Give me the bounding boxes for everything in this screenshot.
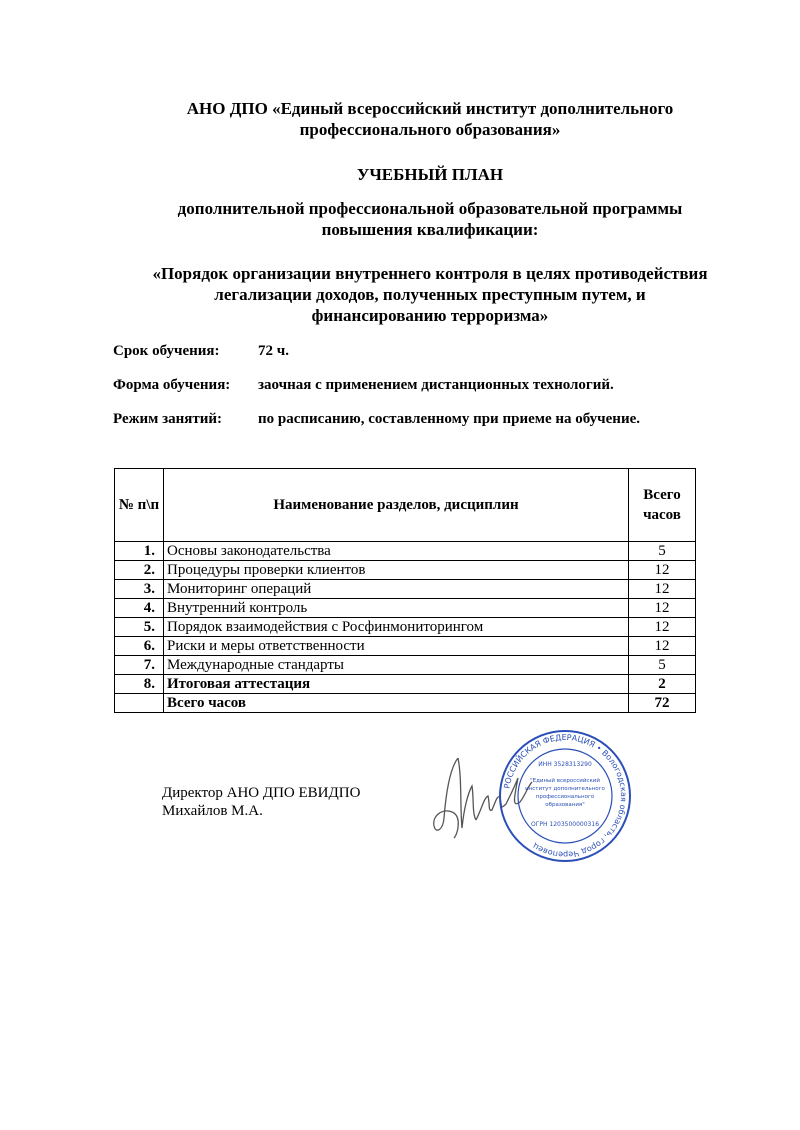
signatory-position: Директор АНО ДПО ЕВИДПО [162, 785, 361, 801]
table-row [115, 637, 696, 656]
program-line-2: повышения квалификации: [321, 220, 539, 239]
row-discipline: Процедуры проверки клиентов [164, 561, 629, 580]
table-row [115, 618, 696, 637]
total-empty-cell [115, 694, 164, 713]
row-discipline: Внутренний контроль [164, 599, 629, 618]
document-title: УЧЕБНЫЙ ПЛАН [356, 165, 504, 184]
course-line-3: финансированию терроризма» [311, 306, 549, 325]
row-discipline: Итоговая аттестация [164, 675, 629, 694]
row-discipline: Основы законодательства [164, 542, 629, 561]
svg-text:профессионального: профессионального [535, 794, 595, 800]
info-value: по расписанию, составленному при приеме на обучение. [258, 411, 640, 427]
info-label: Срок обучения: [113, 343, 220, 359]
info-value: 72 ч. [258, 343, 289, 359]
total-label: Всего часов [164, 694, 629, 713]
table-row [115, 542, 696, 561]
org-line-2: профессионального образования» [299, 120, 561, 139]
total-hours: 72 [629, 694, 696, 713]
svg-text:"Единый всероссийский: "Единый всероссийский [530, 778, 600, 784]
row-number: 2. [115, 561, 164, 580]
row-hours: 12 [629, 561, 696, 580]
column-header-hours: Всего часов [629, 469, 696, 542]
svg-text:РОССИЙСКАЯ ФЕДЕРАЦИЯ • Вологод: РОССИЙСКАЯ ФЕДЕРАЦИЯ • Вологодская область, город Череповец [502, 732, 629, 860]
svg-text:ОГРН 1203500000316: ОГРН 1203500000316 [530, 821, 600, 828]
table-row [115, 580, 696, 599]
organization-name [100, 98, 760, 140]
info-label: Форма обучения: [113, 377, 231, 393]
table-row [115, 656, 696, 675]
row-discipline: Международные стандарты [164, 656, 629, 675]
signatory-block [162, 784, 360, 820]
svg-text:образования": образования" [545, 802, 585, 808]
svg-text:ИНН 3528313290: ИНН 3528313290 [538, 761, 592, 768]
row-hours: 5 [629, 542, 696, 561]
row-discipline: Мониторинг операций [164, 580, 629, 599]
org-line-1: АНО ДПО «Единый всероссийский институт дополнительного [186, 99, 674, 118]
curriculum-table [114, 468, 696, 713]
course-line-1: «Порядок организации внутреннего контроля в целях противодействия [152, 264, 708, 283]
table-row-total [115, 694, 696, 713]
signatory-name: Михайлов М.А. [162, 803, 263, 819]
info-row-schedule [113, 411, 640, 428]
table-row [115, 561, 696, 580]
info-row-form [113, 377, 614, 394]
table-row-final-attestation [115, 675, 696, 694]
organization-stamp [497, 728, 633, 864]
row-number: 4. [115, 599, 164, 618]
row-hours: 2 [629, 675, 696, 694]
info-value: заочная с применением дистанционных технологий. [258, 377, 614, 393]
row-number: 7. [115, 656, 164, 675]
info-row-duration [113, 343, 289, 360]
row-hours: 12 [629, 637, 696, 656]
row-number: 8. [115, 675, 164, 694]
row-discipline: Порядок взаимодействия с Росфинмониторингом [164, 618, 629, 637]
row-number: 5. [115, 618, 164, 637]
row-number: 6. [115, 637, 164, 656]
row-hours: 12 [629, 580, 696, 599]
info-label: Режим занятий: [113, 411, 223, 427]
column-header-number: № п\п [115, 469, 164, 542]
row-hours: 5 [629, 656, 696, 675]
row-hours: 12 [629, 599, 696, 618]
row-number: 1. [115, 542, 164, 561]
table-header-row [115, 469, 696, 542]
table-row [115, 599, 696, 618]
course-title [100, 263, 760, 326]
course-line-2: легализации доходов, полученных преступным путем, и [214, 285, 646, 304]
column-header-name: Наименование разделов, дисциплин [164, 469, 629, 542]
row-hours: 12 [629, 618, 696, 637]
row-number: 3. [115, 580, 164, 599]
row-discipline: Риски и меры ответственности [164, 637, 629, 656]
svg-text:институт дополнительного: институт дополнительного [525, 786, 605, 792]
program-line-1: дополнительной профессиональной образовательной программы [177, 199, 683, 218]
program-type [100, 198, 760, 240]
